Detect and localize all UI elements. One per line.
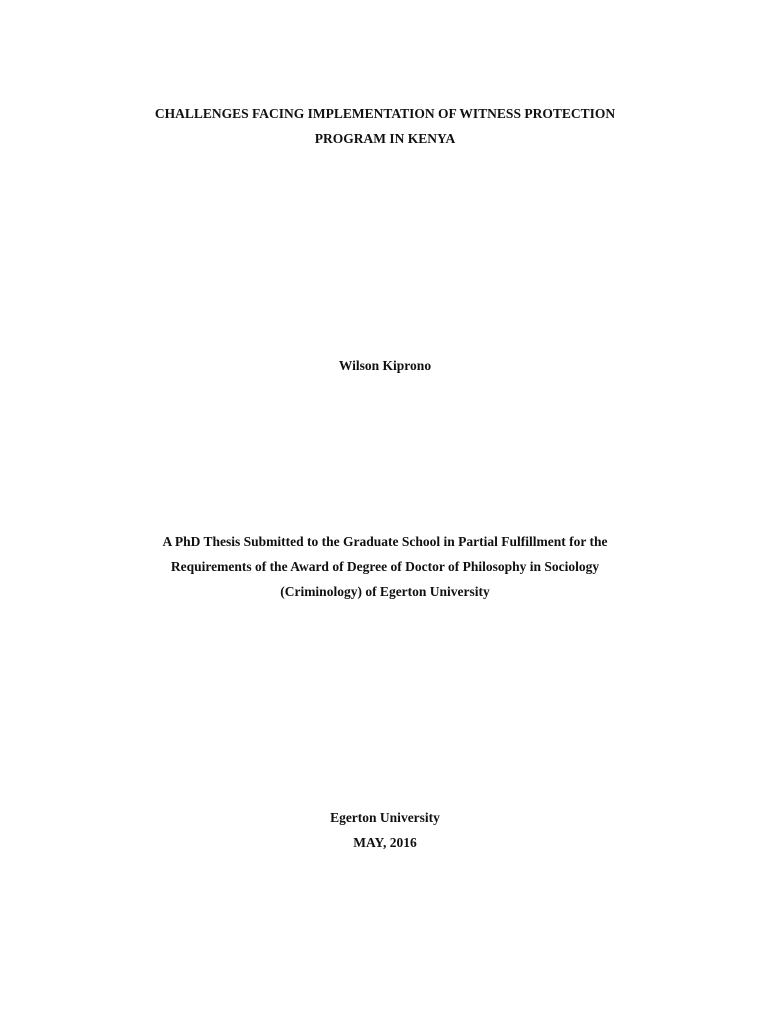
submission-statement-line-2: Requirements of the Award of Degree of Doctor of Philosophy in Sociology [170,559,600,574]
submission-statement-line-3: (Criminology) of Egerton University [280,584,490,599]
thesis-title-line-1: CHALLENGES FACING IMPLEMENTATION OF WITNESS PROTECTION [154,106,616,121]
submission-statement-line-1: A PhD Thesis Submitted to the Graduate School in Partial Fulfillment for the [162,534,608,549]
thesis-title-line-2: PROGRAM IN KENYA [314,131,456,146]
author-name: Wilson Kiprono [338,358,432,373]
institution-name: Egerton University [330,810,440,825]
submission-date: MAY, 2016 [353,835,417,850]
